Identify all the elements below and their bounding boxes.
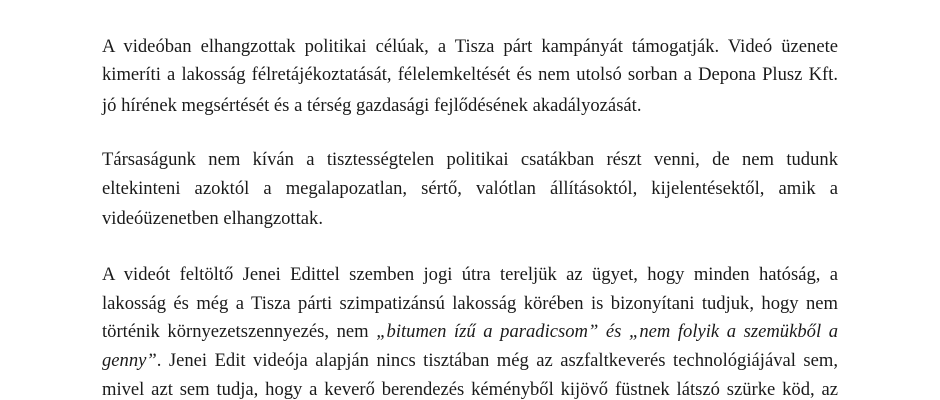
paragraph-1-line-3: jó hírének megsértését és a térség gazdasági fejlődésének akadályozását. [102, 95, 642, 116]
paragraph-3-line-5: mivel azt sem tudja, hogy a keverő berendezés kéményből kijövő füstnek látszó szürke köd, az [102, 379, 838, 400]
paragraph-3-line-2: lakosság és még a Tisza párti szimpatizánsú lakosság körében is bizonyítani tudjuk, hogy nem [102, 293, 838, 314]
quote-bitumen: „bitumen ízű a paradicsom” és „nem folyik a szemükből a [376, 321, 838, 342]
paragraph-2-line-1: Társaságunk nem kíván a tisztességtelen politikai csatákban részt venni, de nem tudunk [102, 149, 838, 170]
paragraph-3-line-3 [102, 323, 838, 342]
paragraph-3-line-1: A videót feltöltő Jenei Edittel szemben jogi útra tereljük az ügyet, hogy minden hatóság, a [102, 264, 838, 285]
paragraph-3-line-4-text: . Jenei Edit videója alapján nincs tisztában még az aszfaltkeverés technológiájával sem, [156, 350, 838, 371]
paragraph-3-line-3-text: történik környezetszennyezés, nem [102, 321, 377, 342]
paragraph-1-line-1: A videóban elhangzottak politikai célúak, a Tisza párt kampányát támogatják. Videó üzenete [102, 36, 838, 57]
paragraph-1-line-2: kimeríti a lakosság félretájékoztatását, félelemkeltését és nem utolsó sorban a Depona Plusz Kft. [102, 64, 838, 85]
paragraph-2-line-2: eltekinteni azoktól a megalapozatlan, sértő, valótlan állításoktól, kijelentésektől, amik a [102, 178, 838, 199]
paragraph-2-line-3: videóüzenetben elhangzottak. [102, 208, 323, 229]
quote-genny: genny” [102, 350, 157, 371]
paragraph-3-line-4 [102, 352, 838, 371]
